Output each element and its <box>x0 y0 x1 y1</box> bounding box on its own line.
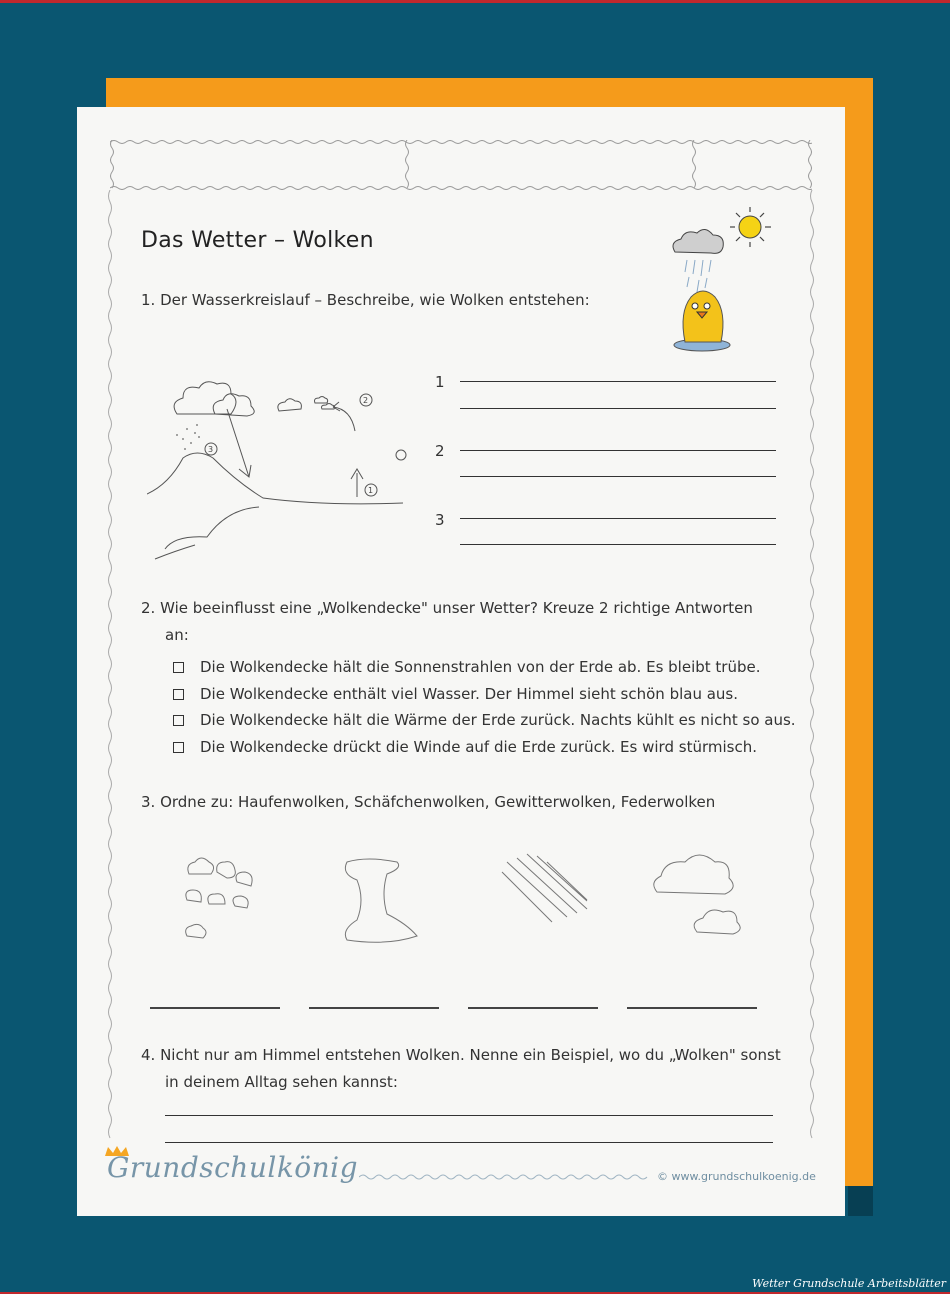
question-4-line-1: 4. Nicht nur am Himmel entstehen Wolken. Nenne ein Beispiel, wo du „Wolken" sonst <box>141 1046 781 1064</box>
header-strip-frame <box>110 140 812 190</box>
sun-icon <box>730 207 771 247</box>
option-label: Die Wolkendecke hält die Sonnenstrahlen von der Erde ab. Es bleibt trübe. <box>200 658 761 676</box>
option-1[interactable] <box>173 658 760 676</box>
checkbox[interactable] <box>173 715 184 726</box>
answer-line[interactable] <box>460 544 776 545</box>
option-4[interactable] <box>173 738 757 756</box>
answer-line[interactable] <box>460 450 776 451</box>
cloud-name-field[interactable] <box>627 1007 757 1009</box>
header-name-strip <box>110 140 812 190</box>
top-border <box>0 0 950 3</box>
diagram-marker-2: 2 <box>363 396 369 405</box>
option-label: Die Wolkendecke hält die Wärme der Erde zurück. Nachts kühlt es nicht so aus. <box>200 711 796 729</box>
cloud-name-field[interactable] <box>309 1007 439 1009</box>
cloud-name-field[interactable] <box>150 1007 280 1009</box>
cirrus-icon <box>502 854 587 922</box>
website-link[interactable]: © www.grundschulkoenig.de <box>657 1170 816 1183</box>
question-4-line-2: in deinem Alltag sehen kannst: <box>165 1073 398 1091</box>
image-caption: Wetter Grundschule Arbeitsblätter <box>752 1277 946 1290</box>
option-3[interactable] <box>173 711 796 729</box>
checkbox[interactable] <box>173 662 184 673</box>
answer-line[interactable] <box>165 1115 773 1116</box>
answer-number-2: 2 <box>435 442 445 460</box>
rain-cloud-icon <box>673 229 723 253</box>
cloud-types-illustrations <box>177 852 757 957</box>
question-2-line-2: an: <box>165 626 189 644</box>
answer-line[interactable] <box>460 518 776 519</box>
answer-number-1: 1 <box>435 373 445 391</box>
question-3-text: 3. Ordne zu: Haufenwolken, Schäfchenwolken, Gewitterwolken, Federwolken <box>141 793 716 811</box>
fluffy-clouds-icon <box>654 855 740 934</box>
sheet-shadow <box>848 1186 873 1216</box>
question-1-text: 1. Der Wasserkreislauf – Beschreibe, wie Wolken entstehen: <box>141 291 590 309</box>
worksheet-paper <box>77 107 845 1216</box>
brand-logo: Grundschulkönig <box>107 1151 359 1184</box>
answer-number-3: 3 <box>435 511 445 529</box>
answer-line[interactable] <box>460 408 776 409</box>
diagram-marker-1: 1 <box>368 486 374 495</box>
checkbox[interactable] <box>173 742 184 753</box>
option-label: Die Wolkendecke enthält viel Wasser. Der Himmel sieht schön blau aus. <box>200 685 739 703</box>
answer-line[interactable] <box>165 1142 773 1143</box>
option-2[interactable] <box>173 685 738 703</box>
cumulus-cluster-icon <box>186 858 252 938</box>
question-2-text <box>141 595 753 649</box>
answer-line[interactable] <box>460 381 776 382</box>
question-4-text <box>141 1042 781 1096</box>
answer-line[interactable] <box>460 476 776 477</box>
worksheet-title: Das Wetter – Wolken <box>141 228 374 253</box>
water-cycle-diagram <box>147 369 417 564</box>
option-label: Die Wolkendecke drückt die Winde auf die Erde zurück. Es wird stürmisch. <box>200 738 757 756</box>
thundercloud-icon <box>345 859 417 942</box>
checkbox[interactable] <box>173 689 184 700</box>
diagram-marker-3: 3 <box>208 445 214 454</box>
weather-chick-illustration <box>637 202 787 352</box>
cloud-name-field[interactable] <box>468 1007 598 1009</box>
footer-wave <box>359 1173 649 1181</box>
question-2-line-1: 2. Wie beeinflusst eine „Wolkendecke" unser Wetter? Kreuze 2 richtige Antworten <box>141 599 753 617</box>
